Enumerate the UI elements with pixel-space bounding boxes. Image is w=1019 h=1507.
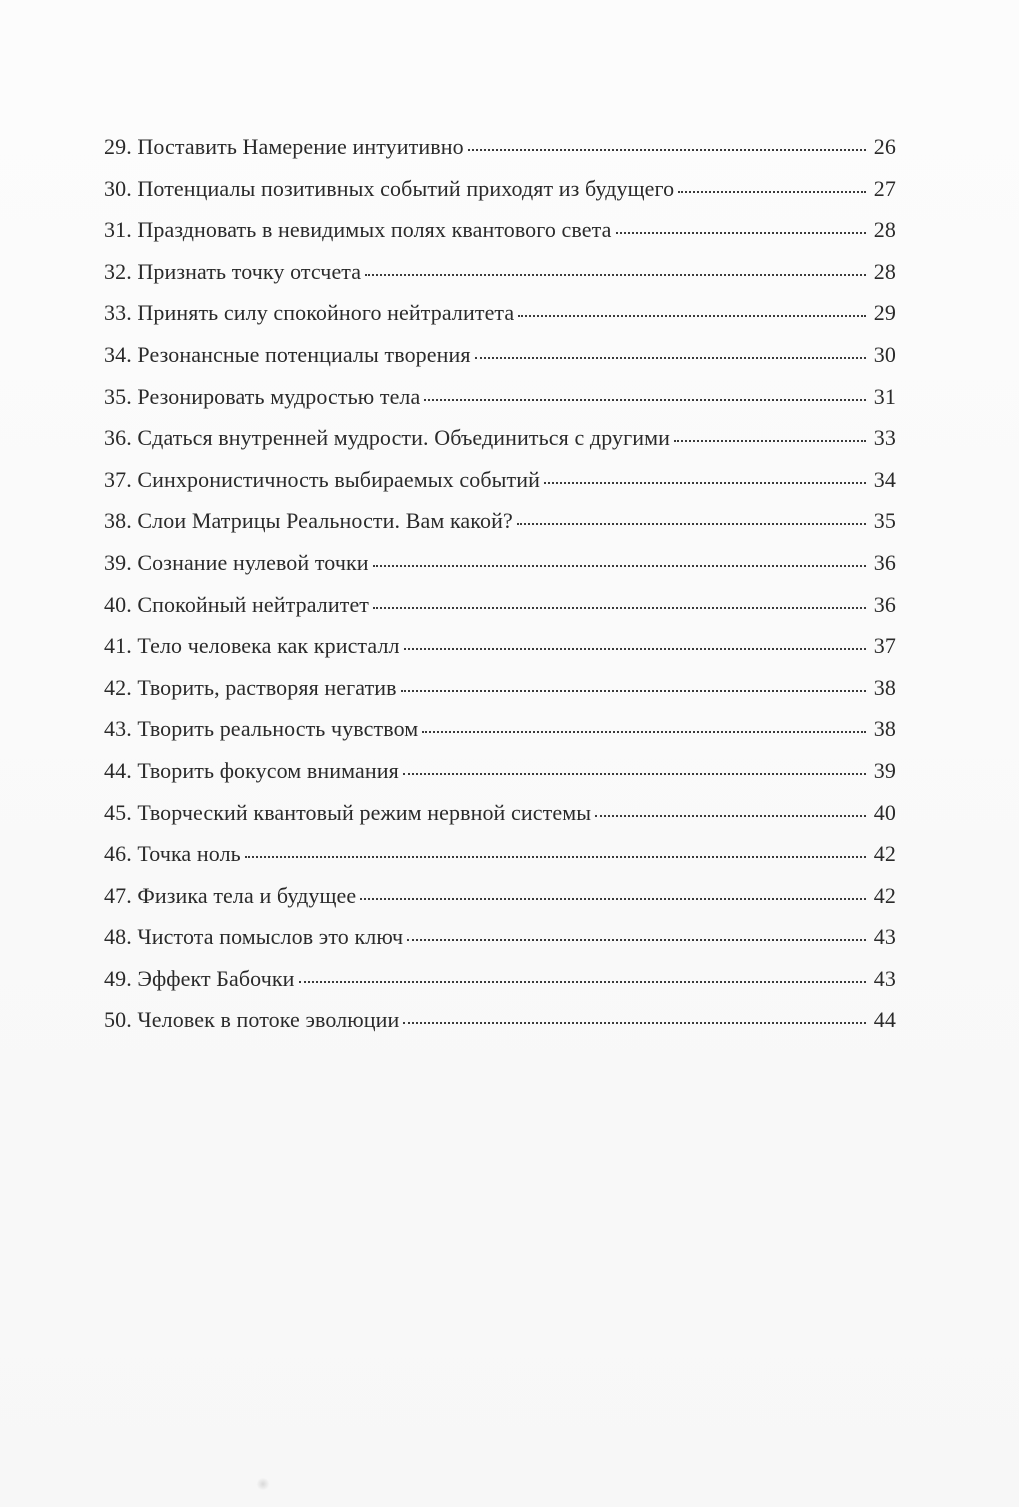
toc-entry-title: 44. Творить фокусом внимания (104, 757, 399, 783)
toc-entry (104, 675, 896, 717)
toc-entry-page: 28 (873, 258, 896, 284)
toc-entry-title: 50. Человек в потоке эволюции (104, 1007, 400, 1033)
toc-entry (104, 966, 896, 1008)
toc-entry-page: 35 (873, 508, 896, 534)
toc-entry-title: 37. Синхронистичность выбираемых событий (104, 466, 540, 492)
toc-entry-title: 32. Признать точку отсчета (104, 258, 362, 284)
toc-entry-page: 31 (873, 383, 896, 409)
paper-smudge (256, 1478, 270, 1490)
toc-entry (104, 1007, 896, 1049)
dot-leader (403, 1022, 866, 1024)
toc-entry (104, 259, 896, 301)
toc-entry-page: 44 (873, 1007, 896, 1033)
dot-leader (373, 607, 866, 609)
toc-entry-title: 34. Резонансные потенциалы творения (104, 341, 471, 367)
toc-entry-page: 34 (873, 466, 896, 492)
dot-leader (517, 523, 866, 525)
dot-leader (475, 357, 866, 359)
toc-entry (104, 758, 896, 800)
toc-entry-page: 40 (873, 799, 896, 825)
toc-entry (104, 467, 896, 509)
dot-leader (365, 274, 866, 276)
dot-leader (616, 232, 867, 234)
toc-entry-title: 35. Резонировать мудростью тела (104, 383, 421, 409)
toc-entry (104, 550, 896, 592)
dot-leader (407, 939, 866, 941)
toc-entry (104, 800, 896, 842)
toc-entry (104, 883, 896, 925)
toc-entry-page: 38 (873, 716, 896, 742)
toc-entry-title: 33. Принять силу спокойного нейтралитета (104, 300, 515, 326)
dot-leader (373, 565, 866, 567)
dot-leader (544, 482, 866, 484)
toc-entry-title: 36. Сдаться внутренней мудрости. Объединиться с другими (104, 425, 671, 451)
toc-entry-page: 29 (873, 300, 896, 326)
toc-entry-page: 36 (873, 549, 896, 575)
toc-entry (104, 134, 896, 176)
toc-entry-title: 42. Творить, растворяя негатив (104, 674, 397, 700)
dot-leader (360, 898, 866, 900)
toc-entry-page: 33 (873, 425, 896, 451)
toc-entry-title: 45. Творческий квантовый режим нервной системы (104, 799, 592, 825)
dot-leader (674, 440, 866, 442)
toc-entry (104, 425, 896, 467)
toc-entry (104, 508, 896, 550)
dot-leader (299, 981, 866, 983)
dot-leader (595, 815, 866, 817)
dot-leader (403, 773, 866, 775)
dot-leader (518, 315, 866, 317)
toc-entry (104, 924, 896, 966)
toc-entry-title: 41. Тело человека как кристалл (104, 633, 400, 659)
toc-entry-title: 31. Праздновать в невидимых полях квантового света (104, 217, 612, 243)
toc-entry (104, 716, 896, 758)
toc-entry-page: 26 (873, 134, 896, 159)
toc-entry-page: 43 (873, 965, 896, 991)
toc-entry-title: 49. Эффект Бабочки (104, 965, 295, 991)
toc-entry (104, 592, 896, 634)
toc-entry-title: 40. Спокойный нейтралитет (104, 591, 370, 617)
toc-entry (104, 342, 896, 384)
toc-entry-page: 43 (873, 924, 896, 950)
toc-entry-title: 47. Физика тела и будущее (104, 882, 357, 908)
dot-leader (678, 191, 866, 193)
table-of-contents (104, 134, 896, 1049)
dot-leader (401, 690, 866, 692)
toc-entry (104, 633, 896, 675)
toc-entry-title: 30. Потенциалы позитивных событий приходят из будущего (104, 175, 675, 201)
toc-entry-page: 42 (873, 841, 896, 867)
toc-entry (104, 217, 896, 259)
dot-leader (245, 856, 866, 858)
toc-entry-title: 29. Поставить Намерение интуитивно (104, 134, 464, 159)
toc-entry-title: 46. Точка ноль (104, 841, 241, 867)
toc-entry-page: 27 (873, 175, 896, 201)
toc-entry-title: 48. Чистота помыслов это ключ (104, 924, 404, 950)
toc-entry-page: 39 (873, 757, 896, 783)
toc-entry (104, 300, 896, 342)
toc-entry-title: 39. Сознание нулевой точки (104, 549, 369, 575)
toc-entry-page: 28 (873, 217, 896, 243)
toc-entry-title: 38. Слои Матрицы Реальности. Вам какой? (104, 508, 513, 534)
toc-entry-title: 43. Творить реальность чувством (104, 716, 419, 742)
toc-entry-page: 30 (873, 341, 896, 367)
toc-entry-page: 37 (873, 633, 896, 659)
toc-entry-page: 36 (873, 591, 896, 617)
dot-leader (468, 149, 866, 151)
dot-leader (404, 648, 866, 650)
toc-entry-page: 42 (873, 882, 896, 908)
toc-entry (104, 841, 896, 883)
toc-entry (104, 176, 896, 218)
dot-leader (424, 399, 866, 401)
dot-leader (422, 731, 866, 733)
toc-entry (104, 384, 896, 426)
toc-entry-page: 38 (873, 674, 896, 700)
